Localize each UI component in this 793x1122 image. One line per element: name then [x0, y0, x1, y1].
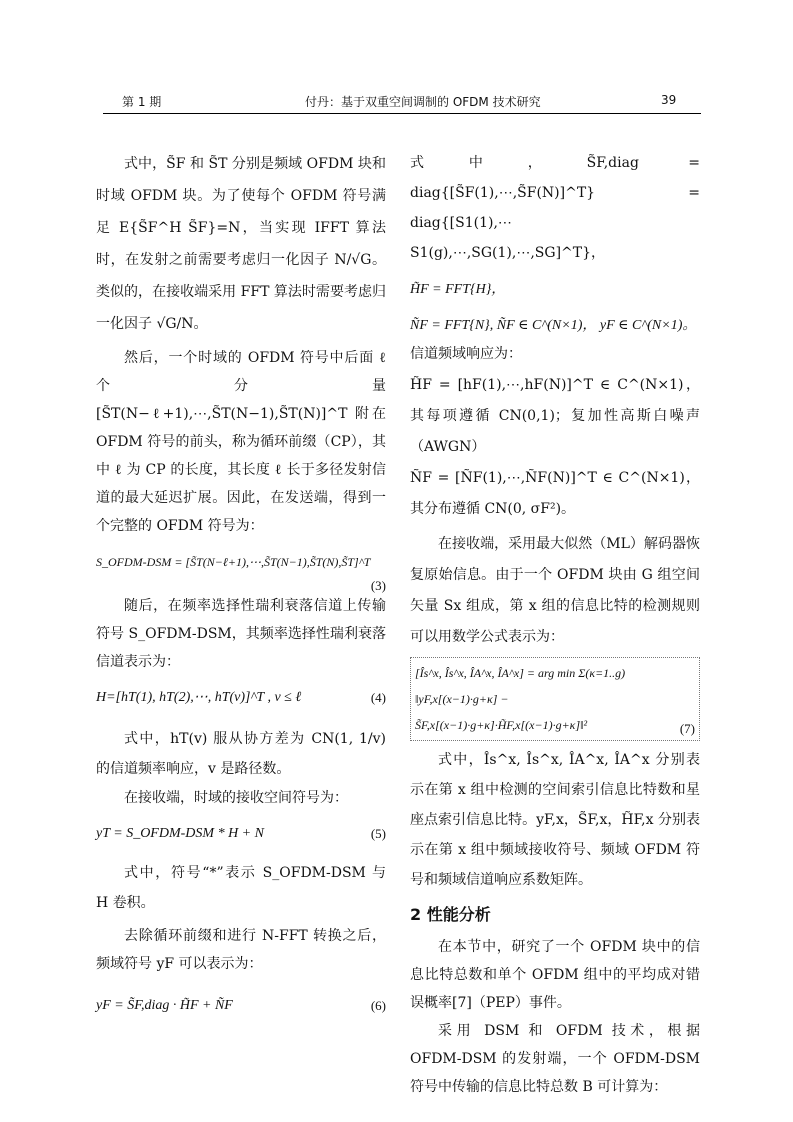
- paragraph: 式中，Îs^x, Îs^x, ÎA^x, ÎA^x 分别表示在第 x 组中检测的空间索引信息比特数和星座点索引信息比特。yF,x，S̃F,x，H̃F,x 分别表示在第 x 组中频域接收符号、频域 OFDM 符号和频域信道响应系数矩阵。: [410, 752, 700, 888]
- paragraph: 式中，S̃F,diag = diag{[S̃F(1),⋯,S̃F(N)]^T} = diag{[S1(1),⋯S1(g),⋯,SG(1),⋯,SG]^T}，: [410, 155, 700, 261]
- paragraph: 在本节中，研究了一个 OFDM 块中的信息比特总数和单个 OFDM 组中的平均成对错误概率[7]（PEP）事件。: [410, 939, 700, 1011]
- paragraph: ÑF = [ÑF(1),⋯,ÑF(N)]^T ∈ C^(N×1)，其分布遵循 CN(0, σF²)。: [410, 470, 700, 517]
- equation-nf: ÑF = FFT{N}, ÑF ∈ C^(N×1)， yF ∈ C^(N×1)。: [410, 318, 697, 333]
- running-title: 付丹：基于双重空间调制的 OFDM 技术研究: [305, 95, 541, 109]
- paragraph: 随后，在频率选择性瑞利衰落信道上传输符号 S_OFDM-DSM，其频率选择性瑞利衰落信道表示为：: [96, 598, 386, 670]
- equation-line: [415, 712, 695, 738]
- equation-text: yT = S_OFDM-DSM * H + N: [96, 826, 264, 841]
- paragraph: H̃F = [hF(1),⋯,hF(N)]^T ∈ C^(N×1)，其每项遵循 CN(0,1)；复加性高斯白噪声（AWGN）: [410, 377, 700, 455]
- equation-text: H=[hT(1), hT(2),⋯, hT(v)]^T , v ≤ ℓ: [96, 690, 302, 705]
- equation-text: S_OFDM-DSM = [S̃T(N−ℓ+1),⋯,S̃T(N−1),S̃T(N),S̃T]^T: [96, 555, 371, 569]
- equation-text: [Îs^x, Îs^x, ÎA^x, ÎA^x] = arg min Σ(κ=1..g) ‖yF,x[(x−1)·g+κ] −: [415, 666, 626, 706]
- equation-5: [96, 820, 386, 850]
- equation-number: (7): [679, 721, 695, 736]
- paragraph: 式中，S̃F 和 S̃T 分别是频域 OFDM 块和时域 OFDM 块。为了使每个 OFDM 符号满足 E{S̃F^H S̃F}=N，当实现 IFFT 算法时，在发射之前需要考虑归一化因子 N/√G。类似的，在接收端采用 FFT 算法时需要考虑归一化因子 √G/N。: [96, 156, 386, 332]
- equation-text: yF = S̃F,diag · H̃F + ÑF: [96, 998, 233, 1013]
- equation-number: (5): [370, 826, 386, 841]
- paragraph: 式中，hT(v) 服从协方差为 CN(1, 1/v) 的信道频率响应，v 是路径数。: [96, 731, 386, 777]
- page-number: 39: [661, 93, 677, 107]
- paragraph: 在接收端，时域的接收空间符号为：: [124, 790, 348, 806]
- equation-number: (3): [370, 578, 386, 593]
- equation-7: [410, 657, 700, 741]
- journal-issue: 第 1 期: [122, 95, 162, 109]
- paragraph: 式中，符号“*”表示 S_OFDM-DSM 与 H 卷积。: [96, 865, 386, 911]
- paragraph: 在接收端，采用最大似然（ML）解码器恢复原始信息。由于一个 OFDM 块由 G 组空间矢量 Sx 组成，第 x 组的信息比特的检测规则可以用数学公式表示为：: [410, 536, 700, 645]
- equation-3: [96, 548, 386, 592]
- header-rule: [103, 113, 701, 114]
- equation-text: S̃F,x[(x−1)·g+κ]·H̃F,x[(x−1)·g+κ]‖²: [415, 718, 588, 732]
- equation-number: (6): [370, 998, 386, 1013]
- equation-hf: H̃F = FFT{H}，: [410, 282, 506, 297]
- equation-4: [96, 684, 386, 714]
- paragraph: 信道频域响应为：: [410, 346, 522, 362]
- equation-number: (4): [370, 690, 386, 705]
- right-column: [410, 148, 700, 1101]
- paragraph: 然后，一个时域的 OFDM 符号中后面 ℓ 个分量 [S̃T(N−ℓ+1),⋯,S̃T(N−1),S̃T(N)]^T 附在 OFDM 符号的前头，称为循环前缀（CP），其中 ℓ 为 CP 的长度，其长度 ℓ 长于多径发射信道的最大延迟扩展。因此，在发送端，得到一个完整的 OFDM 符号为：: [96, 350, 386, 534]
- paragraph: 去除循环前缀和进行 N-FFT 转换之后，频域符号 yF 可以表示为：: [96, 928, 386, 972]
- left-column: [96, 148, 386, 1022]
- section-heading: 2 性能分析: [410, 905, 491, 924]
- paragraph: 采用 DSM 和 OFDM 技术，根据 OFDM-DSM 的发射端，一个 OFDM-DSM 符号中传输的信息比特总数 B 可计算为：: [410, 1023, 700, 1095]
- equation-6: [96, 992, 386, 1022]
